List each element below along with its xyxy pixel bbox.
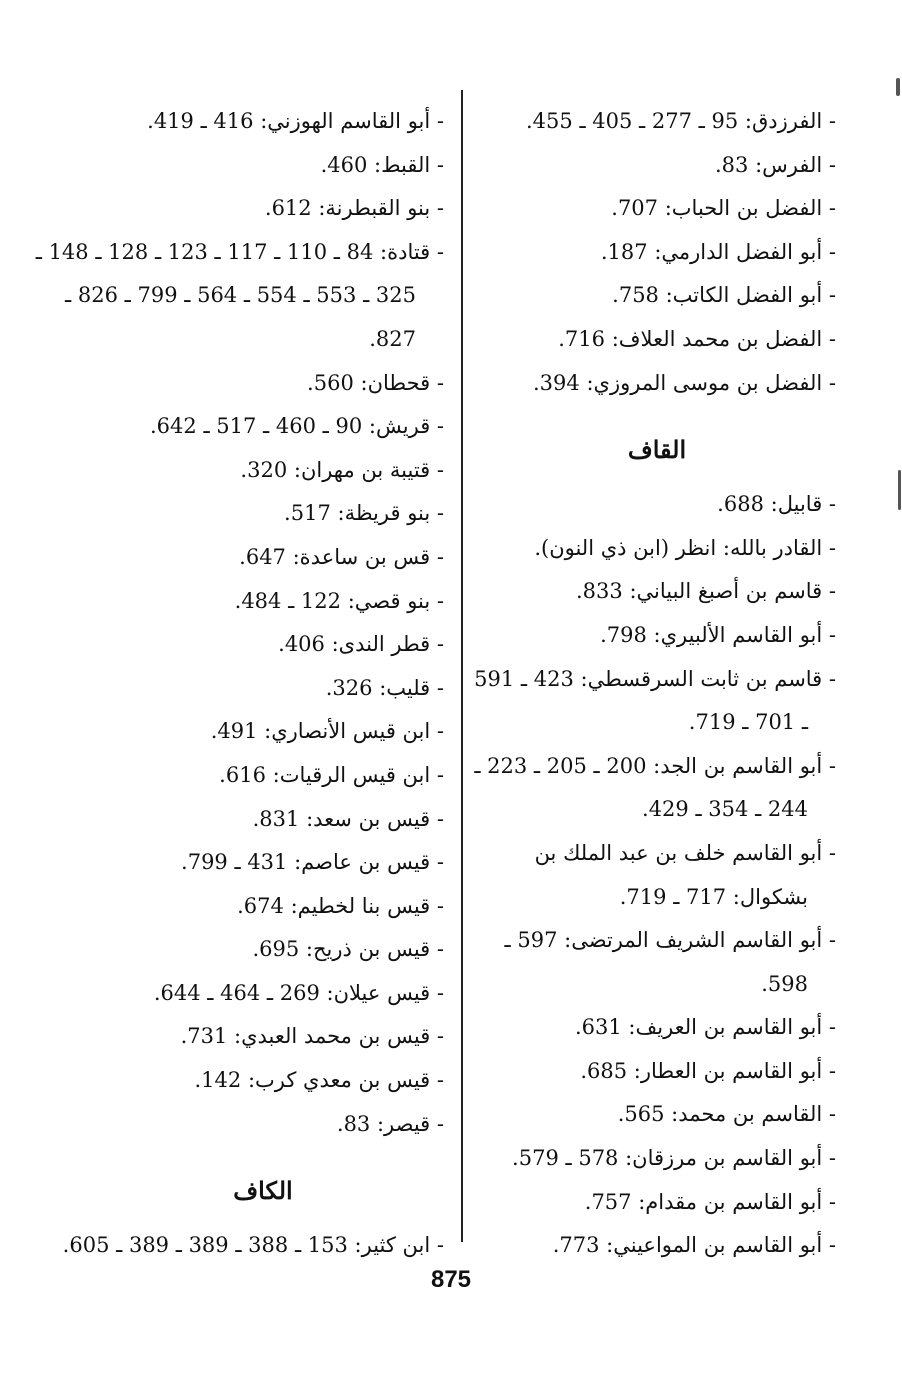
index-entry-text: - أبو القاسم بن مقدام: 757.	[584, 1189, 836, 1214]
index-entry-text: - الفضل بن الحباب: 707.	[611, 196, 836, 221]
index-entry-text: - أبو القاسم بن العريف: 631.	[574, 1015, 836, 1040]
index-entry-text: - القبط: 460.	[320, 152, 444, 177]
index-entry-continuation: 244 ـ 354 ـ 429.	[642, 797, 808, 822]
index-entry-text: - قيصر: 83.	[336, 1111, 444, 1136]
index-entry	[478, 919, 836, 1006]
index-entry	[35, 231, 444, 362]
index-entry-continuation: 827.	[369, 326, 416, 351]
index-entry-text: - أبو القاسم الألبيري: 798.	[600, 622, 836, 647]
index-entry	[82, 972, 444, 1016]
index-entry-continuation: 598.	[761, 971, 808, 996]
index-entry-text: - قيس بن عاصم: 431 ـ 799.	[181, 850, 444, 875]
index-entry	[82, 623, 444, 667]
index-entry	[478, 483, 836, 527]
section-heading-qaf: القاف	[627, 435, 687, 465]
index-entry	[474, 745, 836, 832]
index-entry-text: - القادر بالله: انظر (ابن ذي النون).	[534, 535, 836, 560]
index-entry	[478, 100, 836, 144]
index-entry-text: - بنو القبطرنة: 612.	[264, 196, 444, 221]
index-entry-continuation: 325 ـ 553 ـ 554 ـ 564 ـ 799 ـ 826 ـ	[65, 283, 416, 308]
index-entry-text: - قحطان: 560.	[307, 370, 444, 395]
index-entry-text: - القاسم بن محمد: 565.	[617, 1102, 836, 1127]
index-entry-text: - قيس عيلان: 269 ـ 464 ـ 644.	[153, 980, 444, 1005]
index-entry	[82, 928, 444, 972]
index-entry-text: - أبو الفضل الكاتب: 758.	[612, 283, 836, 308]
column-divider	[461, 90, 463, 1242]
index-entry-text: - قيس بن معدي كرب: 142.	[194, 1068, 444, 1093]
index-entry-text: - قيس بن ذريح: 695.	[252, 937, 444, 962]
index-entry	[82, 841, 444, 885]
scan-mark	[896, 78, 900, 96]
entries-group-qaf	[474, 483, 836, 1268]
scan-mark	[898, 470, 901, 510]
index-entry	[478, 1050, 836, 1094]
index-entry	[82, 536, 444, 580]
index-entry-text: - أبو الفضل الدارمي: 187.	[600, 239, 836, 264]
index-entry	[82, 798, 444, 842]
index-entry-continuation: ـ 701 ـ 719.	[688, 710, 808, 735]
index-entry-text: - قيس بن محمد العبدي: 731.	[180, 1024, 444, 1049]
index-entry	[82, 667, 444, 711]
index-entry	[82, 449, 444, 493]
index-entry	[478, 187, 836, 231]
index-entry-text: - قتادة: 84 ـ 110 ـ 117 ـ 123 ـ 128 ـ 148 ـ	[35, 239, 444, 264]
index-entry	[478, 832, 836, 919]
index-entry	[82, 1015, 444, 1059]
index-entry	[478, 144, 836, 188]
index-entry-text: - قيس بنا لخطيم: 674.	[237, 893, 444, 918]
index-entry-text: - أبو القاسم الهوزني: 416 ـ 419.	[147, 109, 444, 133]
index-entry	[478, 1006, 836, 1050]
index-entry-text: - الفرزدق: 95 ـ 277 ـ 405 ـ 455.	[525, 109, 836, 133]
page-number: 875	[430, 1266, 472, 1293]
index-entry	[82, 405, 444, 449]
index-entry-text: - الفضل بن محمد العلاف: 716.	[558, 326, 836, 351]
index-entry	[478, 614, 836, 658]
index-entry	[82, 144, 444, 188]
index-entry	[474, 658, 836, 745]
index-entry-text: - ابن قيس الرقيات: 616.	[219, 762, 444, 787]
index-entry-text: - أبو القاسم بن العطار: 685.	[580, 1058, 836, 1083]
index-entry	[478, 231, 836, 275]
section-heading-kaf: الكاف	[233, 1176, 293, 1206]
index-entry-text: - ابن قيس الأنصاري: 491.	[210, 719, 444, 744]
index-entry-text: - قابيل: 688.	[717, 492, 836, 517]
index-entry-text: - أبو القاسم خلف بن عبد الملك بن	[534, 840, 836, 865]
entries-group-fa	[478, 100, 836, 405]
index-entry	[82, 580, 444, 624]
index-entry-text: - أبو القاسم بن المواعيني: 773.	[552, 1233, 836, 1258]
index-entry	[82, 362, 444, 406]
index-entry-text: - بنو قصي: 122 ـ 484.	[234, 588, 444, 613]
index-entry-text: - قطر الندى: 406.	[278, 632, 444, 657]
index-entry-text: - قاسم بن ثابت السرقسطي: 423 ـ 591	[474, 666, 836, 691]
entries-group-qaf-continued	[35, 100, 444, 1146]
index-entry-text: - الفرس: 83.	[714, 152, 836, 177]
index-column-left	[35, 100, 444, 1268]
index-entry	[478, 274, 836, 318]
index-entry-text: - أبو القاسم بن مرزقان: 578 ـ 579.	[512, 1146, 836, 1171]
index-entry	[82, 1103, 444, 1147]
index-column-right	[474, 100, 836, 1268]
index-entry	[82, 1059, 444, 1103]
index-entry-text: - قليب: 326.	[325, 675, 444, 700]
index-entry	[82, 187, 444, 231]
index-entry-text: - قس بن ساعدة: 647.	[239, 544, 444, 569]
index-entry	[82, 492, 444, 536]
index-entry-text: - قاسم بن أصبغ البياني: 833.	[575, 579, 836, 604]
index-entry-text: - قيس بن سعد: 831.	[252, 806, 444, 831]
index-entry	[478, 1137, 836, 1181]
index-entry	[478, 570, 836, 614]
index-entry	[478, 1181, 836, 1225]
index-entry-continuation: بشكوال: 717 ـ 719.	[619, 884, 808, 909]
index-entry	[82, 100, 444, 144]
index-entry-text: - أبو القاسم بن الجد: 200 ـ 205 ـ 223 ـ	[474, 753, 836, 778]
index-entry-text: - قتيبة بن مهران: 320.	[240, 457, 444, 482]
index-entry	[62, 1224, 444, 1268]
index-entry	[478, 362, 836, 406]
index-entry	[478, 1093, 836, 1137]
index-entry	[478, 318, 836, 362]
index-entry-text: - بنو قريظة: 517.	[284, 501, 444, 526]
index-entry	[478, 1224, 836, 1268]
entries-group-kaf	[62, 1224, 444, 1268]
index-entry	[82, 754, 444, 798]
index-entry-text: - الفضل بن موسى المروزي: 394.	[532, 370, 836, 395]
index-entry	[478, 527, 836, 571]
index-entry-text: - قريش: 90 ـ 460 ـ 517 ـ 642.	[149, 414, 444, 439]
index-entry-text: - أبو القاسم الشريف المرتضى: 597 ـ	[504, 928, 836, 953]
index-entry	[82, 885, 444, 929]
index-entry-text: - ابن كثير: 153 ـ 388 ـ 389 ـ 389 ـ 605.	[62, 1233, 444, 1258]
index-entry	[82, 710, 444, 754]
